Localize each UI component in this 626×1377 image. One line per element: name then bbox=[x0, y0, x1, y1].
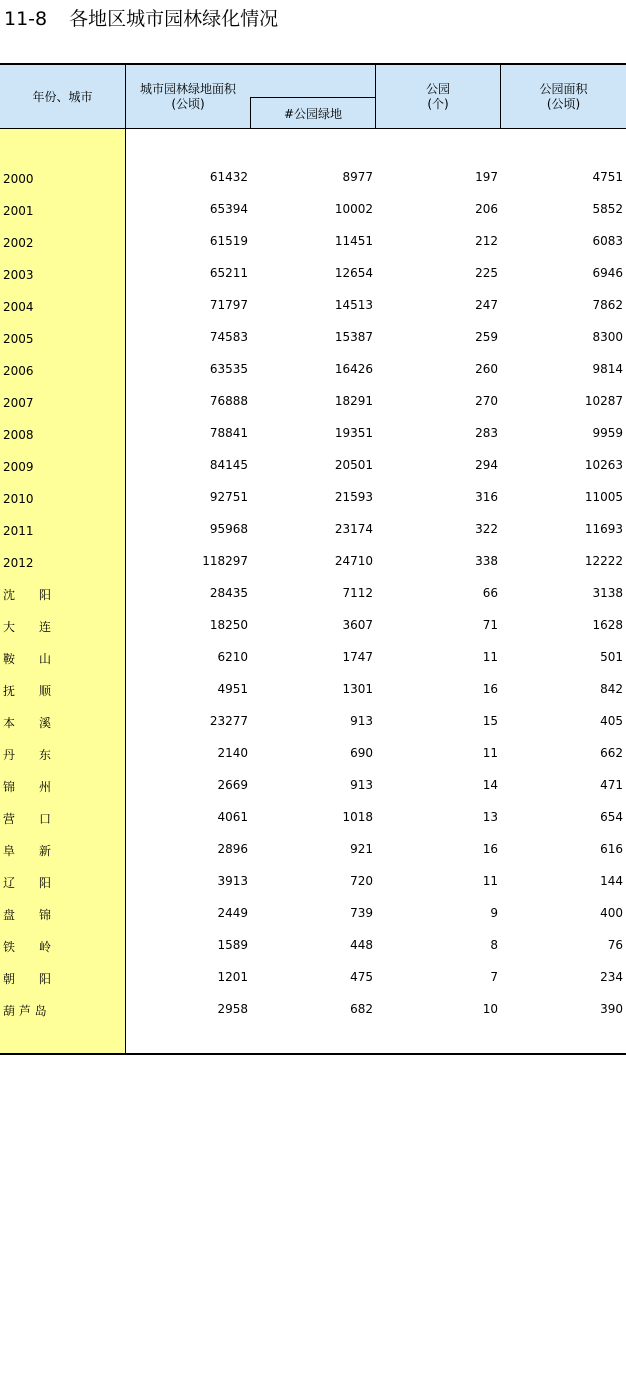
table-row bbox=[0, 929, 626, 961]
cell-park-area: 842 bbox=[600, 682, 623, 696]
cell-green-area: 84145 bbox=[209, 458, 248, 472]
row-label: 2010 bbox=[3, 492, 34, 506]
row-label: 朝 阳 bbox=[3, 972, 52, 986]
row-label: 阜 新 bbox=[3, 844, 52, 858]
cell-park-green: 16426 bbox=[334, 362, 373, 376]
cell-parks: 247 bbox=[475, 298, 498, 312]
cell-park-area: 7862 bbox=[592, 298, 623, 312]
header-year-city: 年份、城市 bbox=[32, 90, 93, 104]
cell-green-area: 92751 bbox=[209, 490, 248, 504]
cell-green-area: 63535 bbox=[209, 362, 248, 376]
cell-park-green: 448 bbox=[350, 938, 373, 952]
table-row bbox=[0, 513, 626, 545]
row-label: 2004 bbox=[3, 300, 34, 314]
cell-park-green: 1747 bbox=[342, 650, 373, 664]
cell-parks: 206 bbox=[475, 202, 498, 216]
cell-park-area: 1628 bbox=[592, 618, 623, 632]
cell-green-area: 4061 bbox=[217, 810, 248, 824]
cell-green-area: 118297 bbox=[202, 554, 248, 568]
cell-parks: 16 bbox=[482, 842, 498, 856]
cell-park-green: 921 bbox=[350, 842, 373, 856]
cell-park-green: 11451 bbox=[334, 234, 373, 248]
row-label: 2005 bbox=[3, 332, 34, 346]
row-label: 2009 bbox=[3, 460, 34, 474]
cell-park-green: 720 bbox=[350, 874, 373, 888]
cell-green-area: 78841 bbox=[209, 426, 248, 440]
table-row bbox=[0, 641, 626, 673]
cell-parks: 11 bbox=[482, 874, 498, 888]
table-row bbox=[0, 193, 626, 225]
cell-park-area: 9814 bbox=[592, 362, 623, 376]
row-label: 2006 bbox=[3, 364, 34, 378]
row-label: 抚 顺 bbox=[3, 684, 52, 698]
cell-park-area: 405 bbox=[600, 714, 623, 728]
cell-green-area: 2140 bbox=[217, 746, 248, 760]
table-row bbox=[0, 385, 626, 417]
cell-green-area: 4951 bbox=[217, 682, 248, 696]
cell-park-area: 144 bbox=[600, 874, 623, 888]
cell-park-green: 690 bbox=[350, 746, 373, 760]
table-body bbox=[0, 129, 626, 1055]
cell-parks: 316 bbox=[475, 490, 498, 504]
cell-parks: 16 bbox=[482, 682, 498, 696]
row-label: 2001 bbox=[3, 204, 34, 218]
cell-parks: 260 bbox=[475, 362, 498, 376]
cell-parks: 8 bbox=[490, 938, 498, 952]
cell-park-green: 1301 bbox=[342, 682, 373, 696]
table-row bbox=[0, 993, 626, 1025]
cell-green-area: 74583 bbox=[209, 330, 248, 344]
cell-green-area: 61519 bbox=[209, 234, 248, 248]
table-number: 11-8 bbox=[4, 8, 48, 30]
cell-parks: 13 bbox=[482, 810, 498, 824]
cell-park-area: 9959 bbox=[592, 426, 623, 440]
header-park-green: #公园绿地 bbox=[283, 107, 343, 121]
cell-park-green: 475 bbox=[350, 970, 373, 984]
cell-parks: 283 bbox=[475, 426, 498, 440]
table-row bbox=[0, 353, 626, 385]
cell-park-green: 15387 bbox=[334, 330, 373, 344]
cell-park-area: 6083 bbox=[592, 234, 623, 248]
cell-park-area: 234 bbox=[600, 970, 623, 984]
row-label: 2000 bbox=[3, 172, 34, 186]
cell-parks: 338 bbox=[475, 554, 498, 568]
row-label: 沈 阳 bbox=[3, 588, 52, 602]
cell-park-green: 1018 bbox=[342, 810, 373, 824]
row-label: 铁 岭 bbox=[3, 940, 52, 954]
cell-park-green: 12654 bbox=[334, 266, 373, 280]
row-label: 盘 锦 bbox=[3, 908, 52, 922]
header-parks bbox=[376, 82, 500, 112]
table-row bbox=[0, 257, 626, 289]
table-row bbox=[0, 673, 626, 705]
cell-green-area: 1201 bbox=[217, 970, 248, 984]
cell-park-green: 913 bbox=[350, 778, 373, 792]
cell-parks: 71 bbox=[482, 618, 498, 632]
cell-park-green: 14513 bbox=[334, 298, 373, 312]
header-green-area bbox=[126, 82, 250, 112]
table-row bbox=[0, 417, 626, 449]
header-parks-line1: 公园 bbox=[425, 82, 450, 96]
row-label: 2003 bbox=[3, 268, 34, 282]
cell-park-area: 12222 bbox=[584, 554, 623, 568]
cell-green-area: 1589 bbox=[217, 938, 248, 952]
cell-park-area: 10287 bbox=[584, 394, 623, 408]
table-row bbox=[0, 609, 626, 641]
cell-parks: 10 bbox=[482, 1002, 498, 1016]
row-label: 2002 bbox=[3, 236, 34, 250]
row-label: 本 溪 bbox=[3, 716, 52, 730]
row-label: 鞍 山 bbox=[3, 652, 52, 666]
cell-park-area: 390 bbox=[600, 1002, 623, 1016]
cell-park-area: 654 bbox=[600, 810, 623, 824]
cell-parks: 11 bbox=[482, 746, 498, 760]
cell-green-area: 65211 bbox=[209, 266, 248, 280]
cell-green-area: 95968 bbox=[209, 522, 248, 536]
cell-park-area: 662 bbox=[600, 746, 623, 760]
cell-park-green: 8977 bbox=[342, 170, 373, 184]
cell-park-area: 10263 bbox=[584, 458, 623, 472]
header-parks-unit: (个) bbox=[427, 97, 449, 111]
table-header bbox=[0, 63, 626, 129]
cell-parks: 9 bbox=[490, 906, 498, 920]
cell-park-area: 6946 bbox=[592, 266, 623, 280]
cell-park-area: 3138 bbox=[592, 586, 623, 600]
cell-parks: 294 bbox=[475, 458, 498, 472]
row-label: 2007 bbox=[3, 396, 34, 410]
row-label: 辽 阳 bbox=[3, 876, 52, 890]
cell-green-area: 2449 bbox=[217, 906, 248, 920]
cell-green-area: 76888 bbox=[209, 394, 248, 408]
cell-park-green: 19351 bbox=[334, 426, 373, 440]
cell-green-area: 2896 bbox=[217, 842, 248, 856]
cell-parks: 225 bbox=[475, 266, 498, 280]
page-title bbox=[4, 6, 278, 32]
cell-park-area: 11005 bbox=[584, 490, 623, 504]
cell-park-area: 400 bbox=[600, 906, 623, 920]
cell-park-area: 471 bbox=[600, 778, 623, 792]
table-row bbox=[0, 769, 626, 801]
table-row bbox=[0, 705, 626, 737]
table-row bbox=[0, 481, 626, 513]
cell-park-area: 8300 bbox=[592, 330, 623, 344]
cell-parks: 197 bbox=[475, 170, 498, 184]
cell-park-green: 682 bbox=[350, 1002, 373, 1016]
row-label: 营 口 bbox=[3, 812, 52, 826]
table-row bbox=[0, 289, 626, 321]
header-green-area-line1: 城市园林绿地面积 bbox=[139, 82, 236, 96]
row-label: 2011 bbox=[3, 524, 34, 538]
cell-parks: 14 bbox=[482, 778, 498, 792]
cell-park-green: 24710 bbox=[334, 554, 373, 568]
cell-green-area: 6210 bbox=[217, 650, 248, 664]
cell-green-area: 3913 bbox=[217, 874, 248, 888]
cell-parks: 66 bbox=[482, 586, 498, 600]
cell-park-green: 10002 bbox=[334, 202, 373, 216]
cell-green-area: 2958 bbox=[217, 1002, 248, 1016]
cell-green-area: 23277 bbox=[209, 714, 248, 728]
table-title: 各地区城市园林绿化情况 bbox=[69, 8, 279, 30]
row-label: 2012 bbox=[3, 556, 34, 570]
table-row bbox=[0, 737, 626, 769]
cell-parks: 212 bbox=[475, 234, 498, 248]
row-label: 大 连 bbox=[3, 620, 52, 634]
cell-park-area: 4751 bbox=[592, 170, 623, 184]
cell-park-area: 76 bbox=[607, 938, 623, 952]
cell-park-green: 21593 bbox=[334, 490, 373, 504]
cell-green-area: 18250 bbox=[209, 618, 248, 632]
cell-green-area: 61432 bbox=[209, 170, 248, 184]
cell-parks: 322 bbox=[475, 522, 498, 536]
cell-park-green: 7112 bbox=[342, 586, 373, 600]
cell-green-area: 28435 bbox=[209, 586, 248, 600]
cell-park-green: 913 bbox=[350, 714, 373, 728]
table-row bbox=[0, 449, 626, 481]
table-row bbox=[0, 225, 626, 257]
cell-park-area: 501 bbox=[600, 650, 623, 664]
row-label: 锦 州 bbox=[3, 780, 52, 794]
cell-green-area: 2669 bbox=[217, 778, 248, 792]
cell-parks: 7 bbox=[490, 970, 498, 984]
cell-park-green: 739 bbox=[350, 906, 373, 920]
cell-park-green: 20501 bbox=[334, 458, 373, 472]
header-park-area-unit: (公顷) bbox=[546, 97, 581, 111]
cell-parks: 15 bbox=[482, 714, 498, 728]
row-label: 2008 bbox=[3, 428, 34, 442]
cell-park-area: 11693 bbox=[584, 522, 623, 536]
cell-park-green: 23174 bbox=[334, 522, 373, 536]
row-label: 丹 东 bbox=[3, 748, 52, 762]
cell-green-area: 65394 bbox=[209, 202, 248, 216]
table-row bbox=[0, 833, 626, 865]
header-park-area-line1: 公园面积 bbox=[539, 82, 588, 96]
table-row bbox=[0, 801, 626, 833]
row-label: 葫 芦 岛 bbox=[3, 1004, 47, 1018]
cell-parks: 259 bbox=[475, 330, 498, 344]
table-row bbox=[0, 897, 626, 929]
header-green-area-unit: (公顷) bbox=[171, 97, 205, 111]
cell-parks: 270 bbox=[475, 394, 498, 408]
header-park-area bbox=[501, 82, 626, 112]
table-row bbox=[0, 961, 626, 993]
table-row bbox=[0, 865, 626, 897]
table-row bbox=[0, 161, 626, 193]
table-row bbox=[0, 321, 626, 353]
cell-park-area: 616 bbox=[600, 842, 623, 856]
cell-park-area: 5852 bbox=[592, 202, 623, 216]
cell-green-area: 71797 bbox=[209, 298, 248, 312]
table-row bbox=[0, 545, 626, 577]
cell-park-green: 3607 bbox=[342, 618, 373, 632]
cell-parks: 11 bbox=[482, 650, 498, 664]
table-row bbox=[0, 577, 626, 609]
cell-park-green: 18291 bbox=[334, 394, 373, 408]
